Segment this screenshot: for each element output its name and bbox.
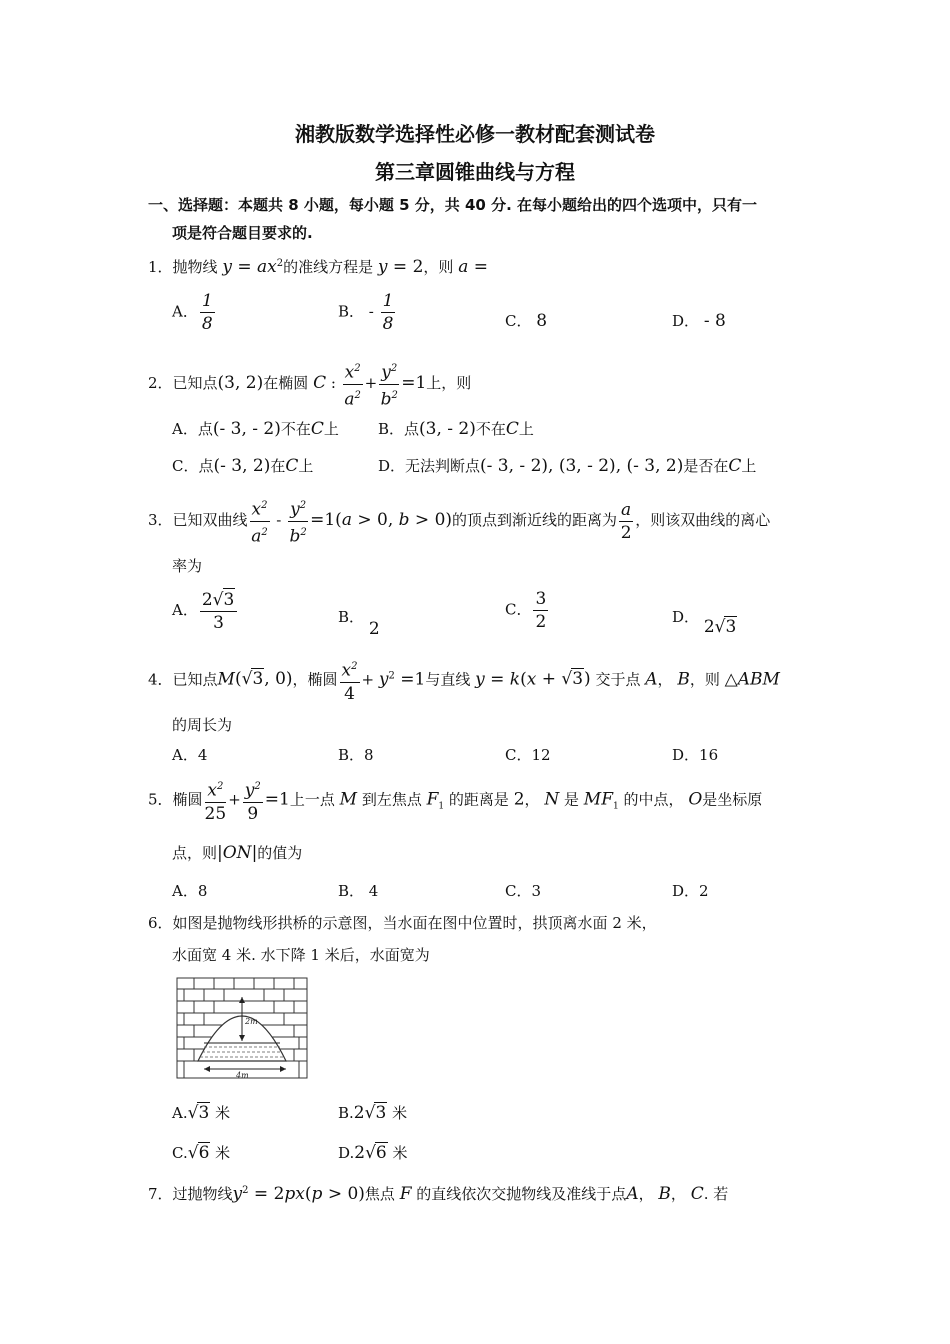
figure-height-label: 2m <box>245 1017 258 1026</box>
question-3: 3．已知双曲线 $\frac{x^2}{a^2}$ - $\frac{y^2}{b^2}$ =1(a > 0, b > 0)的顶点到渐近线的距离为 $\frac{a}{2}$ ，则该双曲线的离心 <box>148 495 770 547</box>
q1-option-a[interactable]: A． $\frac{1}{8}$ <box>172 291 213 334</box>
q3-option-b[interactable]: B． 2 <box>338 608 380 639</box>
q3-option-c[interactable]: C． $\frac{3}{2}$ <box>505 589 547 632</box>
q1-option-d[interactable]: D． - 8 <box>672 311 726 331</box>
q2-option-b[interactable]: B．点(3, - 2)不在C上 <box>378 419 534 439</box>
q5-option-a[interactable]: A．8 <box>172 882 208 900</box>
q3-option-a[interactable]: A． $\frac{2√3}{3}$ <box>172 588 239 634</box>
q5-option-c[interactable]: C．3 <box>505 882 542 900</box>
question-2: 2．已知点(3, 2)在椭圆 C : $\frac{x^2}{a^2}$ + $\frac{y^2}{b^2}$ =1上，则 <box>148 358 471 410</box>
q2-option-a[interactable]: A．点(- 3, - 2)不在C上 <box>172 419 339 439</box>
q2-option-c[interactable]: C．点(- 3, 2)在C上 <box>172 456 314 476</box>
q4-option-b[interactable]: B．8 <box>338 746 374 764</box>
question-6: 6．如图是抛物线形拱桥的示意图，当水面在图中位置时，拱顶离水面 2 米， <box>148 914 657 932</box>
q6-option-d[interactable]: D.2√6 米 <box>338 1143 408 1163</box>
section-heading-cont: 项是符合题目要求的. <box>172 224 313 242</box>
question-7: 7．过抛物线$y^2 = 2px(p > 0)$焦点 F 的直线依次交抛物线及准线于点A， B， C. 若 <box>148 1184 729 1204</box>
question-4: 4．已知点M(√3, 0)，椭圆 $\frac{x^2}{4}$ + $y^2 =1$与直线 y = k(x + √3) 交于点 A， B，则 △ABM <box>148 656 780 705</box>
q6-option-b[interactable]: B.2√3 米 <box>338 1103 408 1123</box>
question-1: 1．抛物线 $y = ax^2$的准线方程是 y = 2，则 a = <box>148 257 488 277</box>
q5-option-d[interactable]: D．2 <box>672 882 709 900</box>
title-line-2: 第三章圆锥曲线与方程 <box>375 160 575 184</box>
q1-option-c[interactable]: C． 8 <box>505 311 548 331</box>
q4-option-d[interactable]: D．16 <box>672 746 719 764</box>
q6-option-a[interactable]: A.√3 米 <box>172 1103 231 1123</box>
question-5-cont: 点，则|ON|的值为 <box>172 843 303 863</box>
q4-option-c[interactable]: C．12 <box>505 746 551 764</box>
question-6-cont: 水面宽 4 米. 水下降 1 米后，水面宽为 <box>172 946 430 964</box>
q5-option-b[interactable]: B． 4 <box>338 882 379 900</box>
q4-option-a[interactable]: A．4 <box>172 746 208 764</box>
question-3-cont: 率为 <box>172 557 203 575</box>
figure-width-label: 4m <box>236 1071 249 1080</box>
q6-option-c[interactable]: C.√6 米 <box>172 1143 231 1163</box>
q2-option-d[interactable]: D．无法判断点(- 3, - 2), (3, - 2), (- 3, 2)是否在C上 <box>378 456 757 476</box>
title-line-1: 湘教版数学选择性必修一教材配套测试卷 <box>295 122 655 146</box>
arch-bridge-figure <box>176 977 308 1081</box>
q1-option-b[interactable]: B． - $\frac{1}{8}$ <box>338 291 394 334</box>
question-4-cont: 的周长为 <box>172 716 233 734</box>
section-heading: 一、选择题：本题共 8 小题，每小题 5 分，共 40 分. 在每小题给出的四个选项中，只有一 <box>148 196 758 214</box>
q3-option-d[interactable]: D． 2√3 <box>672 608 737 637</box>
question-5: 5．椭圆 $\frac{x^2}{25}$ + $\frac{y^2}{9}$ =1上一点 M 到左焦点 $F_1$ 的距离是 2， N 是 $MF_1$ 的中点， O是坐标原 <box>148 776 762 825</box>
